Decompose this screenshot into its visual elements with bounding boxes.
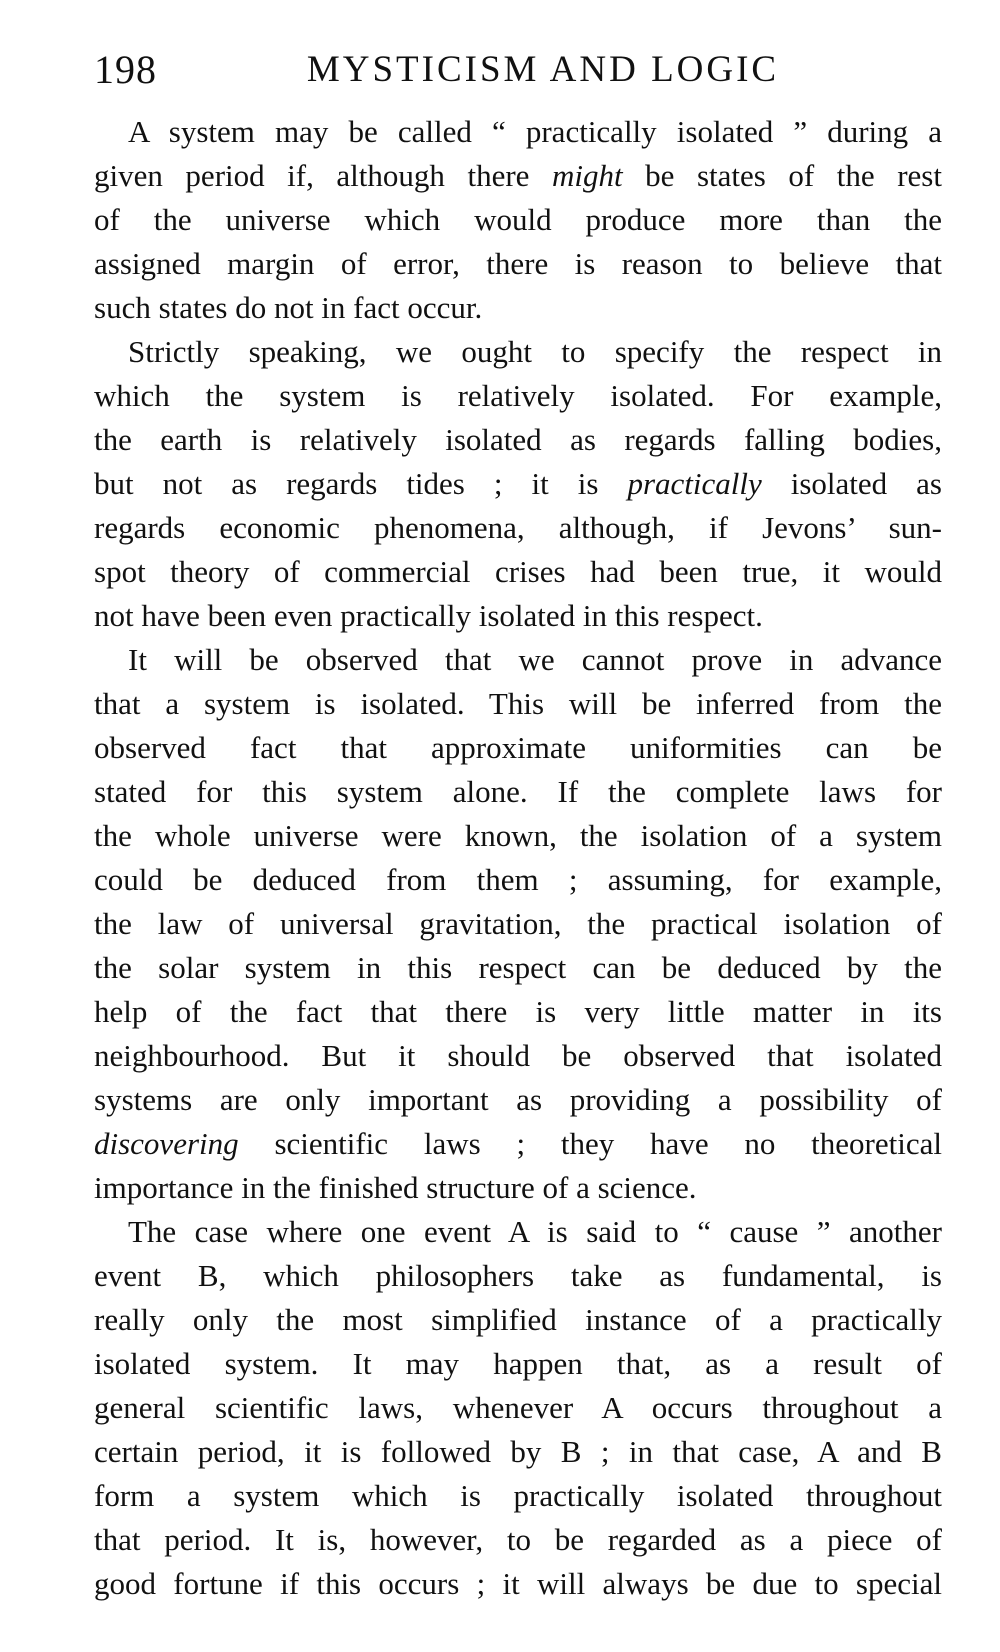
text-line: The case where one event A is said to “ cause ” another [128,1214,942,1249]
text-line: spot theory of commercial crises had been true, it would [94,554,942,589]
paragraph [94,110,942,330]
text-line: systems are only important as providing a possibility of [94,1082,942,1117]
text-line: given period if, although there might be states of the rest [94,158,942,193]
text-line: event B, which philosophers take as fundamental, is [94,1258,942,1293]
text-line: of the universe which would produce more than the [94,202,942,237]
text-line: the law of universal gravitation, the practical isolation of [94,906,942,941]
text-line: observed fact that approximate uniformities can be [94,730,942,765]
text-line: A system may be called “ practically isolated ” during a [128,114,942,149]
text-line: not have been even practically isolated in this respect. [94,598,763,633]
text-line: form a system which is practically isolated throughout [94,1478,942,1513]
text-line: neighbourhood. But it should be observed that isolated [94,1038,942,1073]
text-line: that a system is isolated. This will be inferred from the [94,686,942,721]
text-line: good fortune if this occurs ; it will always be due to special [94,1566,942,1601]
text-line: the solar system in this respect can be deduced by the [94,950,942,985]
paragraph [94,638,942,1210]
page-header [94,40,942,100]
text-line: assigned margin of error, there is reason to believe that [94,246,942,281]
text-line: such states do not in fact occur. [94,290,483,325]
text-line: general scientific laws, whenever A occurs throughout a [94,1390,942,1425]
paragraph [94,330,942,638]
text-line: Strictly speaking, we ought to specify the respect in [128,334,942,369]
text-line: which the system is relatively isolated. For example, [94,378,942,413]
text-line: that period. It is, however, to be regarded as a piece of [94,1522,942,1557]
text-line: help of the fact that there is very little matter in its [94,994,942,1029]
page-number: 198 [94,47,157,92]
paragraph [94,1210,942,1606]
text-line: the whole universe were known, the isolation of a system [94,818,942,853]
text-line: certain period, it is followed by B ; in that case, A and B [94,1434,942,1469]
text-line: importance in the finished structure of a science. [94,1170,697,1205]
text-line: but not as regards tides ; it is practically isolated as [94,466,942,501]
text-line: It will be observed that we cannot prove in advance [128,642,942,677]
running-title: MYSTICISM AND LOGIC [306,49,780,90]
text-line: the earth is relatively isolated as regards falling bodies, [94,422,942,457]
text-line: isolated system. It may happen that, as a result of [94,1346,942,1381]
text-line: really only the most simplified instance of a practically [94,1302,942,1337]
text-line: regards economic phenomena, although, if Jevons’ sun- [94,510,942,545]
body-text [94,110,942,1606]
text-line: stated for this system alone. If the complete laws for [94,774,942,809]
text-line: could be deduced from them ; assuming, for example, [94,862,942,897]
text-line: discovering scientific laws ; they have no theoretical [94,1126,942,1161]
